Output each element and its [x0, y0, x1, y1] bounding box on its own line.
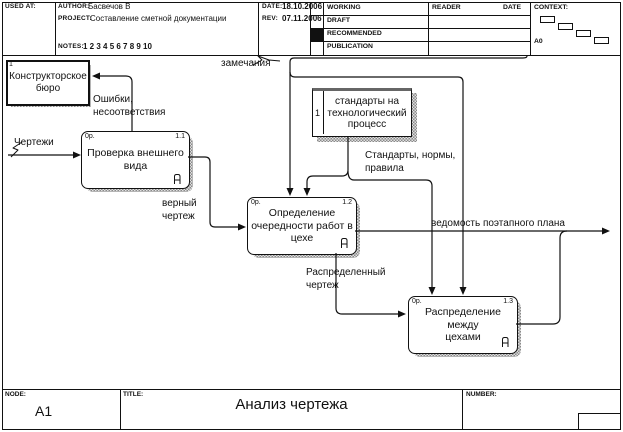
project-value: Составление сметной документации: [90, 14, 227, 23]
external-entity-number: 1: [9, 61, 13, 68]
status-draft: DRAFT: [327, 17, 351, 24]
external-entity-design-bureau[interactable]: [6, 60, 91, 107]
rev-label: REV:: [262, 15, 278, 22]
notes-label: NOTES:: [58, 43, 84, 50]
activity-cost: 0р.: [251, 199, 261, 206]
activity-label[interactable]: Проверка внешнего вида: [81, 131, 190, 189]
activity-cost: 0р.: [85, 133, 95, 140]
activity-cost: 0р.: [412, 298, 422, 305]
status-publication: PUBLICATION: [327, 43, 373, 50]
activity-box-1-3[interactable]: [408, 296, 521, 357]
node-label: NODE:: [5, 391, 26, 398]
arrow-label-standarty[interactable]: Стандарты, нормы, правила: [365, 150, 456, 174]
arrow-label-oshibki[interactable]: Ошибки, несоответствия: [93, 94, 166, 118]
arrow-standarty: [307, 137, 348, 190]
diagram-title: Анализ чертежа: [235, 396, 348, 413]
arrow-label-vedomost[interactable]: ведомость поэтапного плана: [431, 218, 565, 229]
context-node-icon[interactable]: [576, 30, 591, 37]
data-store-box[interactable]: стандарты на технологический процесс: [312, 88, 412, 137]
number-label: NUMBER:: [466, 391, 497, 398]
arrow-merge-from-1-3: [516, 231, 567, 324]
activity-node-number: 1.1: [175, 133, 185, 140]
context-label: CONTEXT:: [534, 4, 568, 11]
activity-node-number: 1.2: [342, 199, 352, 206]
node-value: A1: [35, 403, 53, 419]
used-at-label: USED AT:: [5, 3, 36, 10]
context-node-icon[interactable]: [558, 23, 573, 30]
status-working: WORKING: [327, 4, 361, 11]
data-store-standards[interactable]: [312, 88, 417, 142]
title-label: TITLE:: [123, 391, 144, 398]
external-entity-box[interactable]: Конструкторское бюро: [6, 60, 90, 106]
arrow-label-raspredelenny[interactable]: Распределенный чертеж: [306, 267, 386, 291]
author-label: AUTHOR:: [58, 3, 90, 10]
context-node-value: A0: [534, 38, 543, 45]
arrow-label-chertezhi[interactable]: Чертежи: [14, 137, 54, 148]
date-label: DATE:: [262, 3, 283, 10]
context-node-current-icon[interactable]: [540, 16, 555, 23]
arrow-label-zamechaniya[interactable]: замечания: [221, 58, 271, 69]
reader-label: READER: [432, 4, 461, 11]
context-node-icon[interactable]: [594, 37, 609, 44]
status-recommended: RECOMMENDED: [327, 30, 382, 37]
arrow-label-verny-chertezh[interactable]: верный чертеж: [162, 198, 197, 222]
rev-value: 07.11.2006: [282, 14, 322, 23]
notes-numbers: 1 2 3 4 5 6 7 8 9 10: [83, 42, 152, 51]
status-recommended-checkbox[interactable]: [311, 28, 323, 41]
activity-box-1-2[interactable]: [247, 197, 360, 258]
activity-node-number: 1.3: [503, 298, 513, 305]
activity-box-1-1[interactable]: [81, 131, 193, 192]
activity-label[interactable]: Распределение между цехами: [408, 296, 518, 354]
reader-date-label: DATE: [503, 4, 521, 11]
date-value: 18.10.2006: [282, 2, 323, 11]
activity-label[interactable]: Определение очередности работ в цехе: [247, 197, 357, 255]
data-store-number: 1: [312, 91, 324, 134]
author-value: Басвечов В: [88, 2, 131, 11]
project-label: PROJECT:: [58, 15, 92, 22]
